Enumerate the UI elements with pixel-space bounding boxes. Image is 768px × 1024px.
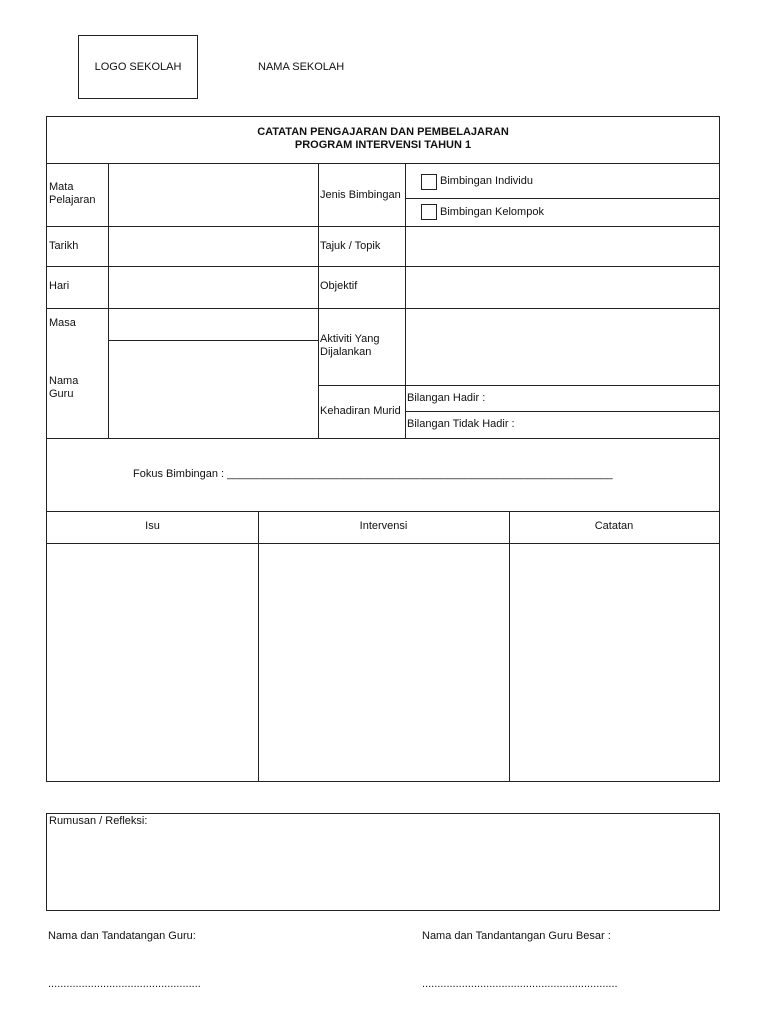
- label-jenis-bimbingan: Jenis Bimbingan: [320, 189, 401, 201]
- form-title: [47, 126, 719, 152]
- input-aktiviti[interactable]: [406, 309, 718, 385]
- input-tarikh[interactable]: [109, 227, 317, 266]
- teacher-signature-line[interactable]: ..................................................: [48, 978, 201, 990]
- label-tarikh: Tarikh: [49, 240, 79, 252]
- label-bimbingan-individu: Bimbingan Individu: [440, 175, 533, 187]
- input-mata-pelajaran[interactable]: [109, 164, 317, 226]
- label-tajuk-topik: Tajuk / Topik: [320, 240, 381, 252]
- divider: [47, 511, 719, 512]
- label-mata-pelajaran: Mata Pelajaran: [49, 181, 96, 206]
- input-objektif[interactable]: [406, 267, 718, 308]
- label-fokus-bimbingan: Fokus Bimbingan :: [133, 468, 225, 480]
- divider: [47, 438, 719, 439]
- logo-text: LOGO SEKOLAH: [94, 61, 182, 73]
- label-headmaster-signature: Nama dan Tandantangan Guru Besar :: [422, 930, 611, 942]
- label-bilangan-hadir: Bilangan Hadir :: [407, 392, 486, 404]
- input-catatan[interactable]: [510, 544, 719, 781]
- label-nama-guru: Nama Guru: [49, 375, 79, 400]
- input-tajuk-topik[interactable]: [406, 227, 718, 266]
- label-aktiviti: Aktiviti Yang Dijalankan: [320, 333, 380, 358]
- input-intervensi[interactable]: [259, 544, 509, 781]
- input-masa[interactable]: [109, 309, 317, 340]
- headmaster-signature-line[interactable]: ................................................................: [422, 978, 618, 990]
- divider: [318, 163, 319, 438]
- fokus-bimbingan-row: [133, 468, 613, 481]
- reflection-box[interactable]: [46, 813, 720, 911]
- divider: [405, 198, 719, 199]
- school-name: NAMA SEKOLAH: [258, 61, 345, 73]
- divider: [318, 385, 719, 386]
- column-header-catatan: Catatan: [594, 520, 634, 532]
- label-teacher-signature: Nama dan Tandatangan Guru:: [48, 930, 196, 942]
- label-rumusan-refleksi: Rumusan / Refleksi:: [49, 815, 148, 827]
- label-bilangan-tidak-hadir: Bilangan Tidak Hadir :: [407, 418, 515, 430]
- label-kehadiran-murid: Kehadiran Murid: [320, 405, 401, 417]
- input-hari[interactable]: [109, 267, 317, 308]
- input-nama-guru[interactable]: [109, 341, 317, 438]
- divider: [405, 411, 719, 412]
- column-header-isu: Isu: [145, 520, 160, 532]
- label-bimbingan-kelompok: Bimbingan Kelompok: [440, 206, 544, 218]
- checkbox-bimbingan-individu[interactable]: [421, 174, 437, 190]
- form-title-line1: CATATAN PENGAJARAN DAN PEMBELAJARAN: [257, 126, 509, 138]
- label-objektif: Objektif: [320, 280, 358, 292]
- column-header-intervensi: Intervensi: [359, 520, 408, 532]
- school-logo-placeholder: [78, 35, 198, 99]
- input-isu[interactable]: [47, 544, 258, 781]
- teaching-record-form: [46, 116, 720, 782]
- form-title-line2: PROGRAM INTERVENSI TAHUN 1: [294, 139, 472, 151]
- checkbox-bimbingan-kelompok[interactable]: [421, 204, 437, 220]
- label-hari: Hari: [49, 280, 70, 292]
- label-masa: Masa: [49, 317, 76, 329]
- input-fokus-bimbingan-line[interactable]: _______________________________________________________________: [227, 468, 613, 480]
